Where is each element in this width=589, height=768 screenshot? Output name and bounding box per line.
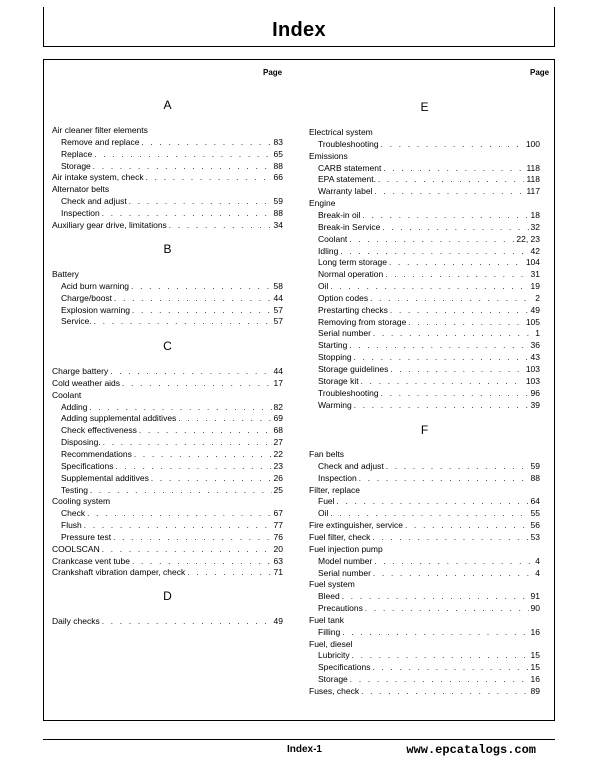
index-subentry[interactable] (318, 603, 540, 614)
dot-leader (103, 438, 272, 448)
dot-leader (359, 474, 529, 484)
index-subentry[interactable] (61, 413, 283, 424)
dot-leader (349, 341, 528, 351)
index-subentry[interactable] (318, 340, 540, 351)
index-entry[interactable] (52, 378, 283, 389)
dot-leader (132, 306, 272, 316)
entry-label: Storage (61, 160, 91, 171)
entry-page-number: 58 (273, 280, 283, 291)
index-entry[interactable] (309, 532, 540, 543)
entry-label: Serial number (318, 567, 371, 578)
dot-leader (110, 367, 271, 377)
section-letter: B (163, 242, 172, 256)
entry-label: Fuel tank (309, 614, 344, 625)
entry-page-number: 65 (273, 148, 283, 159)
entry-page-number: 44 (273, 292, 283, 303)
index-subentry[interactable] (318, 473, 540, 484)
dot-leader (383, 164, 524, 174)
index-subentry[interactable] (61, 532, 283, 543)
entry-label: Charge battery (52, 366, 109, 376)
page-title: Index (272, 19, 326, 41)
dot-leader (151, 474, 272, 484)
entry-label: Lubricity (318, 650, 350, 661)
dot-leader (363, 211, 529, 221)
entry-page-number: 43 (530, 352, 540, 363)
dot-leader (87, 509, 271, 519)
index-subentry[interactable] (61, 425, 283, 436)
index-subentry[interactable] (318, 461, 540, 472)
index-entry[interactable] (52, 390, 283, 401)
entry-page-number: 88 (273, 160, 283, 171)
entry-label: Normal operation (318, 269, 384, 280)
entry-label: Replace (61, 148, 93, 159)
title-box (43, 7, 555, 47)
index-subentry[interactable] (61, 485, 283, 496)
entry-label: Auxiliary gear drive, limitations (52, 219, 167, 230)
entry-page-number: 63 (273, 555, 283, 566)
entry-label: Removing from storage (318, 316, 407, 327)
entry-label: Testing (61, 484, 88, 495)
index-subentry[interactable] (318, 281, 540, 292)
entry-label: Coolant (318, 233, 348, 244)
index-subentry[interactable] (318, 234, 540, 245)
entry-label: Fuses, check (309, 686, 360, 696)
entry-page-number: 55 (530, 508, 540, 519)
entry-page-number: 39 (530, 399, 540, 410)
index-entry[interactable] (52, 269, 283, 280)
dot-leader (134, 450, 272, 460)
entry-label: Fan belts (309, 449, 344, 459)
entry-page-number: 59 (530, 460, 540, 471)
entry-page-number: 4 (535, 555, 540, 566)
index-entry[interactable] (309, 686, 540, 697)
entry-label: Serial number (318, 328, 371, 339)
entry-page-number: 15 (530, 650, 540, 661)
dot-leader (350, 675, 529, 685)
entry-page-number: 31 (530, 269, 540, 280)
index-subentry[interactable] (318, 210, 540, 221)
index-subentry[interactable] (318, 317, 540, 328)
entry-label: Specifications (318, 662, 371, 673)
entry-page-number: 96 (530, 387, 540, 398)
index-subentry[interactable] (318, 556, 540, 567)
index-subentry[interactable] (318, 591, 540, 602)
index-subentry[interactable] (318, 163, 540, 174)
entry-page-number: 49 (273, 616, 283, 626)
entry-label: Crankshaft vibration damper, check (52, 567, 186, 578)
index-subentry[interactable] (61, 473, 283, 484)
dot-leader (354, 353, 529, 363)
entry-label: CARB statement (318, 162, 382, 173)
index-entry[interactable] (52, 496, 283, 507)
dot-leader (122, 379, 271, 389)
entry-label: Oil (318, 281, 329, 292)
entry-label: Air intake system, check (52, 172, 144, 183)
dot-leader (381, 140, 524, 150)
index-subentry[interactable] (318, 388, 540, 399)
dot-leader (187, 568, 271, 578)
dot-leader (84, 521, 272, 531)
dot-leader (94, 317, 272, 327)
entry-label: Break-in oil (318, 209, 361, 220)
index-entry[interactable] (309, 485, 540, 496)
entry-label: Check and adjust (318, 460, 384, 471)
dot-leader (141, 138, 271, 148)
entry-label: EPA statement. (318, 174, 376, 185)
entry-label: Break-in Service (318, 221, 381, 232)
section-letter: D (163, 589, 172, 603)
dot-leader (381, 389, 529, 399)
index-subentry[interactable] (61, 293, 283, 304)
index-entry[interactable] (52, 567, 283, 578)
entry-page-number: 88 (273, 207, 283, 218)
dot-leader (390, 306, 529, 316)
dot-leader (114, 294, 271, 304)
entry-label: Fuel, diesel (309, 638, 353, 649)
index-subentry[interactable] (61, 281, 283, 292)
index-subentry[interactable] (61, 305, 283, 316)
dot-leader (89, 403, 271, 413)
dot-leader (146, 173, 272, 183)
entry-page-number: 2 (535, 292, 540, 303)
dot-leader (390, 365, 523, 375)
entry-label: Stopping (318, 352, 352, 363)
index-subentry[interactable] (318, 496, 540, 507)
entry-page-number: 91 (530, 591, 540, 602)
index-entry[interactable] (52, 544, 283, 555)
index-subentry[interactable] (318, 674, 540, 685)
dot-leader (372, 533, 528, 543)
dot-leader (93, 162, 272, 172)
index-entry[interactable] (52, 366, 283, 377)
index-subentry[interactable] (318, 568, 540, 579)
entry-label: Precautions (318, 603, 363, 614)
entry-page-number: 16 (530, 626, 540, 637)
entry-label: Recommendations (61, 448, 132, 459)
dot-leader (102, 545, 272, 555)
index-entry[interactable] (52, 556, 283, 567)
dot-leader (178, 414, 271, 424)
entry-label: Supplemental additives (61, 472, 149, 483)
index-subentry[interactable] (61, 149, 283, 160)
entry-label: Air cleaner filter elements (52, 125, 148, 135)
index-entry[interactable] (309, 579, 540, 590)
entry-label: Daily checks (52, 616, 100, 626)
index-subentry[interactable] (318, 508, 540, 519)
entry-label: Long term storage (318, 257, 387, 268)
dot-leader (102, 209, 272, 219)
entry-label: Oil (318, 508, 329, 519)
entry-page-number: 20 (273, 543, 283, 554)
dot-leader (361, 687, 528, 697)
index-entry[interactable] (309, 127, 540, 138)
entry-label: Explosion warning (61, 304, 130, 315)
dot-leader (372, 663, 528, 673)
index-entry[interactable] (52, 220, 283, 231)
entry-page-number: 117 (526, 186, 540, 197)
entry-label: Adding (61, 401, 88, 412)
index-subentry[interactable] (318, 293, 540, 304)
entry-page-number: 105 (525, 316, 540, 327)
entry-page-number: 1 (535, 328, 540, 339)
entry-page-number: 27 (273, 437, 283, 448)
entry-label: Alternator belts (52, 184, 110, 195)
dot-leader (361, 377, 524, 387)
dot-leader (365, 604, 529, 614)
dot-leader (330, 282, 528, 292)
index-entry[interactable] (52, 125, 283, 136)
entry-label: Crankcase vent tube (52, 555, 130, 566)
entry-page-number: 49 (530, 304, 540, 315)
entry-page-number: 44 (273, 366, 283, 376)
entry-label: Prestarting checks (318, 304, 388, 315)
entry-page-number: 18 (530, 209, 540, 220)
dot-leader (340, 247, 528, 257)
entry-page-number: 90 (530, 603, 540, 614)
index-subentry[interactable] (318, 305, 540, 316)
dot-leader (94, 150, 271, 160)
index-subentry[interactable] (61, 449, 283, 460)
index-entry[interactable] (309, 639, 540, 650)
entry-label: Warranty label (318, 186, 373, 197)
index-subentry[interactable] (318, 328, 540, 339)
entry-page-number: 22, 23 (516, 233, 540, 244)
entry-page-number: 19 (530, 281, 540, 292)
entry-label: Idling (318, 245, 339, 256)
index-entry[interactable] (309, 615, 540, 626)
dot-leader (352, 651, 529, 661)
index-entry[interactable] (52, 172, 283, 183)
dot-leader (115, 462, 271, 472)
dot-leader (342, 628, 528, 638)
dot-leader (386, 462, 529, 472)
entry-page-number: 103 (525, 364, 540, 374)
entry-label: Storage guidelines (318, 364, 389, 374)
entry-page-number: 83 (273, 136, 283, 147)
entry-page-number: 42 (530, 245, 540, 256)
section-letter: F (420, 423, 429, 437)
entry-label: Electrical system (309, 127, 373, 137)
entry-page-number: 66 (273, 172, 283, 183)
dot-leader (90, 486, 272, 496)
entry-label: Storage (318, 674, 348, 685)
entry-label: Pressure test (61, 531, 112, 542)
index-entry[interactable] (309, 449, 540, 460)
entry-label: Fire extinguisher, service (309, 520, 404, 531)
dot-leader (349, 235, 514, 245)
entry-page-number: 71 (273, 567, 283, 578)
dot-leader (131, 282, 271, 292)
index-subentry[interactable] (318, 400, 540, 411)
index-subentry[interactable] (318, 352, 540, 363)
entry-page-number: 103 (525, 375, 540, 386)
index-subentry[interactable] (318, 246, 540, 257)
entry-page-number: 59 (273, 196, 283, 207)
entry-label: Fuel filter, check (309, 531, 371, 542)
dot-leader (102, 617, 272, 627)
entry-page-number: 68 (273, 425, 283, 436)
index-subentry[interactable] (318, 376, 540, 387)
page-column-label-right: Page (530, 68, 550, 77)
entry-label: Fuel (318, 496, 335, 507)
entry-page-number: 118 (526, 162, 540, 173)
entry-label: Inspection (318, 472, 357, 483)
entry-page-number: 89 (530, 686, 540, 696)
index-subentry[interactable] (318, 257, 540, 268)
entry-page-number: 69 (273, 413, 283, 424)
entry-label: Fuel injection pump (309, 543, 383, 554)
dot-leader (337, 497, 529, 507)
entry-label: Filter, replace (309, 484, 361, 495)
entry-label: Battery (52, 269, 79, 279)
entry-page-number: 26 (273, 472, 283, 483)
dot-leader (330, 509, 528, 519)
dot-leader (389, 258, 524, 268)
entry-page-number: 57 (273, 304, 283, 315)
index-subentry[interactable] (318, 650, 540, 661)
page-column-label-left: Page (263, 68, 283, 77)
section-letter: A (163, 98, 172, 112)
index-entry[interactable] (309, 544, 540, 555)
entry-label: Bleed (318, 591, 340, 602)
section-letter: E (420, 100, 429, 114)
dot-leader (405, 521, 529, 531)
entry-label: Check (61, 508, 86, 519)
entry-page-number: 118 (526, 174, 540, 185)
entry-label: Storage kit (318, 375, 359, 386)
entry-page-number: 15 (530, 662, 540, 673)
dot-leader (354, 401, 529, 411)
index-subentry[interactable] (61, 208, 283, 219)
entry-label: Check and adjust (61, 196, 127, 207)
entry-page-number: 64 (530, 496, 540, 507)
entry-page-number: 17 (273, 377, 283, 388)
entry-label: Cooling system (52, 496, 111, 507)
entry-page-number: 32 (530, 221, 540, 232)
dot-leader (342, 592, 529, 602)
entry-label: COOLSCAN (52, 543, 100, 554)
index-subentry[interactable] (61, 520, 283, 531)
index-subentry[interactable] (61, 437, 283, 448)
dot-leader (385, 270, 528, 280)
index-entry[interactable] (52, 184, 283, 195)
dot-leader (373, 329, 533, 339)
dot-leader (169, 221, 272, 231)
dot-leader (378, 175, 524, 185)
entry-label: Coolant (52, 389, 82, 400)
index-entry[interactable] (52, 616, 283, 627)
entry-page-number: 4 (535, 567, 540, 578)
entry-page-number: 22 (273, 448, 283, 459)
index-subentry[interactable] (61, 402, 283, 413)
entry-page-number: 34 (273, 219, 283, 230)
entry-page-number: 57 (273, 316, 283, 327)
index-entry[interactable] (309, 198, 540, 209)
dot-leader (132, 557, 272, 567)
entry-label: Emissions (309, 150, 348, 161)
entry-page-number: 25 (273, 484, 283, 495)
entry-label: Fuel system (309, 579, 355, 590)
index-entry[interactable] (309, 520, 540, 531)
index-subentry[interactable] (318, 186, 540, 197)
entry-label: Check effectiveness (61, 425, 137, 436)
entry-label: Flush (61, 520, 82, 531)
index-subentry[interactable] (318, 269, 540, 280)
entry-label: Filling (318, 626, 341, 637)
index-subentry[interactable] (318, 662, 540, 673)
index-subentry[interactable] (318, 174, 540, 185)
entry-page-number: 82 (273, 401, 283, 412)
entry-label: Inspection (61, 207, 100, 218)
entry-label: Warming (318, 399, 352, 410)
footer-rule (43, 739, 555, 740)
entry-page-number: 76 (273, 531, 283, 542)
index-subentry[interactable] (61, 161, 283, 172)
entry-label: Starting (318, 340, 348, 351)
index-subentry[interactable] (318, 139, 540, 150)
entry-label: Charge/boost (61, 292, 113, 303)
entry-label: Engine (309, 198, 336, 209)
index-subentry[interactable] (61, 196, 283, 207)
entry-page-number: 77 (273, 520, 283, 531)
dot-leader (374, 557, 533, 567)
entry-page-number: 104 (525, 257, 540, 268)
index-subentry[interactable] (318, 627, 540, 638)
entry-page-number: 16 (530, 674, 540, 685)
entry-label: Specifications (61, 460, 114, 471)
footer-page-number: Index-1 (286, 744, 322, 755)
index-subentry[interactable] (61, 508, 283, 519)
index-subentry[interactable] (61, 461, 283, 472)
entry-label: Remove and replace (61, 136, 140, 147)
index-subentry[interactable] (318, 222, 540, 233)
dot-leader (373, 569, 533, 579)
dot-leader (129, 197, 272, 207)
dot-leader (374, 187, 524, 197)
footer-website: www.epcatalogs.com (406, 743, 536, 757)
dot-leader (370, 294, 533, 304)
entry-label: Option codes (318, 292, 369, 303)
entry-label: Troubleshooting (318, 138, 379, 149)
entry-label: Model number (318, 555, 373, 566)
entry-page-number: 56 (530, 520, 540, 531)
entry-page-number: 23 (273, 460, 283, 471)
dot-leader (382, 223, 528, 233)
entry-page-number: 100 (525, 138, 540, 149)
entry-label: Cold weather aids (52, 377, 121, 388)
entry-page-number: 36 (530, 340, 540, 351)
section-letter: C (163, 339, 172, 353)
index-entry[interactable] (309, 151, 540, 162)
entry-label: Disposing. (61, 437, 101, 448)
entry-page-number: 88 (530, 472, 540, 483)
entry-label: Adding supplemental additives (61, 413, 177, 424)
entry-label: Service. (61, 316, 92, 327)
dot-leader (139, 426, 272, 436)
entry-label: Acid burn warning (61, 280, 130, 291)
index-subentry[interactable] (61, 137, 283, 148)
entry-page-number: 67 (273, 508, 283, 519)
dot-leader (113, 533, 271, 543)
index-subentry[interactable] (61, 316, 283, 327)
entry-label: Troubleshooting (318, 387, 379, 398)
entry-page-number: 53 (530, 531, 540, 542)
index-subentry[interactable] (318, 364, 540, 375)
dot-leader (408, 318, 523, 328)
